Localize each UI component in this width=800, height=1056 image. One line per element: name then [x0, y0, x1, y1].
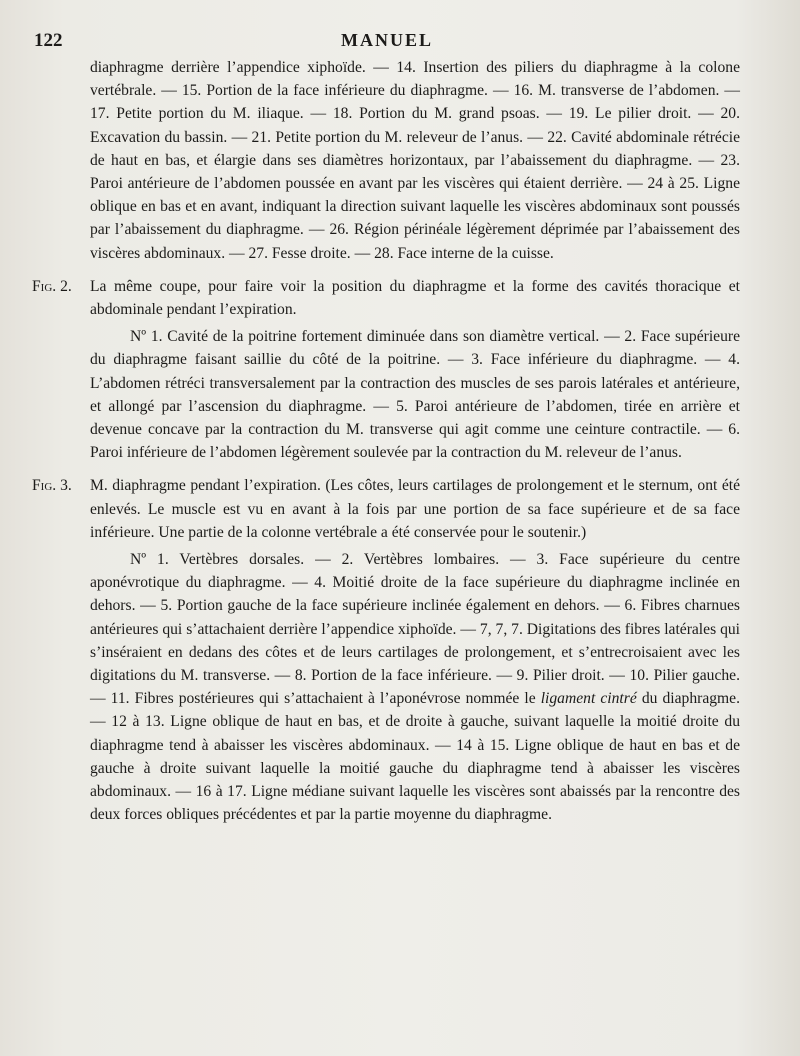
figure-label: Fig. 3. [32, 477, 72, 495]
body-text [32, 56, 740, 827]
figure-3-legend [32, 474, 740, 826]
italic-term: ligament cintré [540, 690, 637, 708]
continuation-paragraph: diaphragme derrière l’appendice xiphoïde. — 14. Insertion des piliers du diaphragme à la colone vertébrale. — 15. Portion de la face inférieure du diaphragme. — 16. M. transverse de l’abdomen. — 17. Petite portion du M. iliaque. — 18. Portion du M. grand psoas. — 19. Le pilier droit. — 20. Excavation du bassin. — 21. Petite portion du M. releveur de l’anus. — 22. Cavité abdominale rétrécie de haut en bas, et élargie dans ses diamètres horizontaux, par l’abaissement du diaphragme. — 23. Paroi antérieure de l’abdomen poussée en avant par les viscères qui étaient derrière. — 24 à 25. Ligne oblique en bas et en avant, indiquant la direction suivant laquelle les viscères abdominaux sont poussés par l’abaissement du diaphragme. — 26. Région périnéale légèrement déprimée par l’abaissement des viscères abdominaux. — 27. Fesse droite. — 28. Face interne de la cuisse. [90, 59, 740, 262]
figure-items: Nº 1. Cavité de la poitrine fortement diminuée dans son diamètre vertical. — 2. Face supérieure du diaphragme faisant saillie du côté de la poitrine. — 3. Face inférieure du diaphragme. — 4. L’abdomen rétréci transversalement par la contraction des muscles de ses parois latérales et antérieure, et allongé par l’ascension du diaphragme. — 5. Paroi antérieure de l’abdomen, tirée en arrière et devenue concave par la contraction du M. transverse qui agit comme une ceinture contractile. — 6. Paroi inférieure de l’abdomen légèrement soulevée par la contraction du M. releveur de l’anus. [90, 328, 740, 462]
items-text: du diaphragme. — 12 à 13. Ligne oblique de haut en bas, et de droite à gauche, suivant laquelle la moitié droite du diaphragme tend à abaisser les viscères abdominaux. — 14 à 15. Ligne oblique de haut en bas et de gauche à droite suivant laquelle la moitié gauche du diaphragme tend à abaisser les viscères abdominaux. — 16 à 17. Ligne médiane suivant laquelle les viscères sont abaissés par la rencontre des deux forces obliques précédentes et par la partie moyenne du diaphragme. [90, 690, 740, 824]
figure-description: M. diaphragme pendant l’expiration. (Les côtes, leurs cartilages de prolongement et le sternum, ont été enlevés. Le muscle est vu en avant à la fois par une portion de sa face supérieure et de sa face inférieure. Une partie de la colonne vertébrale a été conservée pour le soutenir.) [90, 477, 740, 541]
page-header [34, 30, 740, 54]
items-text: Nº 1. Vertèbres dorsales. — 2. Vertèbres lombaires. — 3. Face supérieure du centre aponévrotique du diaphragme. — 4. Moitié droite de la face supérieure du diaphragme inclinée en dehors. — 5. Portion gauche de la face supérieure inclinée également en dehors. — 6. Fibres charnues antérieures qui s’attachaient derrière l’appendice xiphoïde. — 7, 7, 7. Digitations des fibres latérales qui s’inséraient en dedans des côtes et de leurs cartilages de prolongement, et s’entrecroisaient avec les digitations du M. transverse. — 8. Portion de la face inférieure. — 9. Pilier droit. — 10. Pilier gauche. — 11. Fibres postérieures qui s’attachaient à l’aponévrose nommée le [90, 551, 740, 708]
figure-items [90, 548, 740, 826]
figure-2-legend [32, 275, 740, 465]
running-title: MANUEL [341, 30, 433, 50]
page-number: 122 [34, 30, 63, 51]
figure-description: La même coupe, pour faire voir la position du diaphragme et la forme des cavités thoracique et abdominale pendant l’expiration. [90, 277, 740, 319]
figure-label: Fig. 2. [32, 277, 72, 295]
